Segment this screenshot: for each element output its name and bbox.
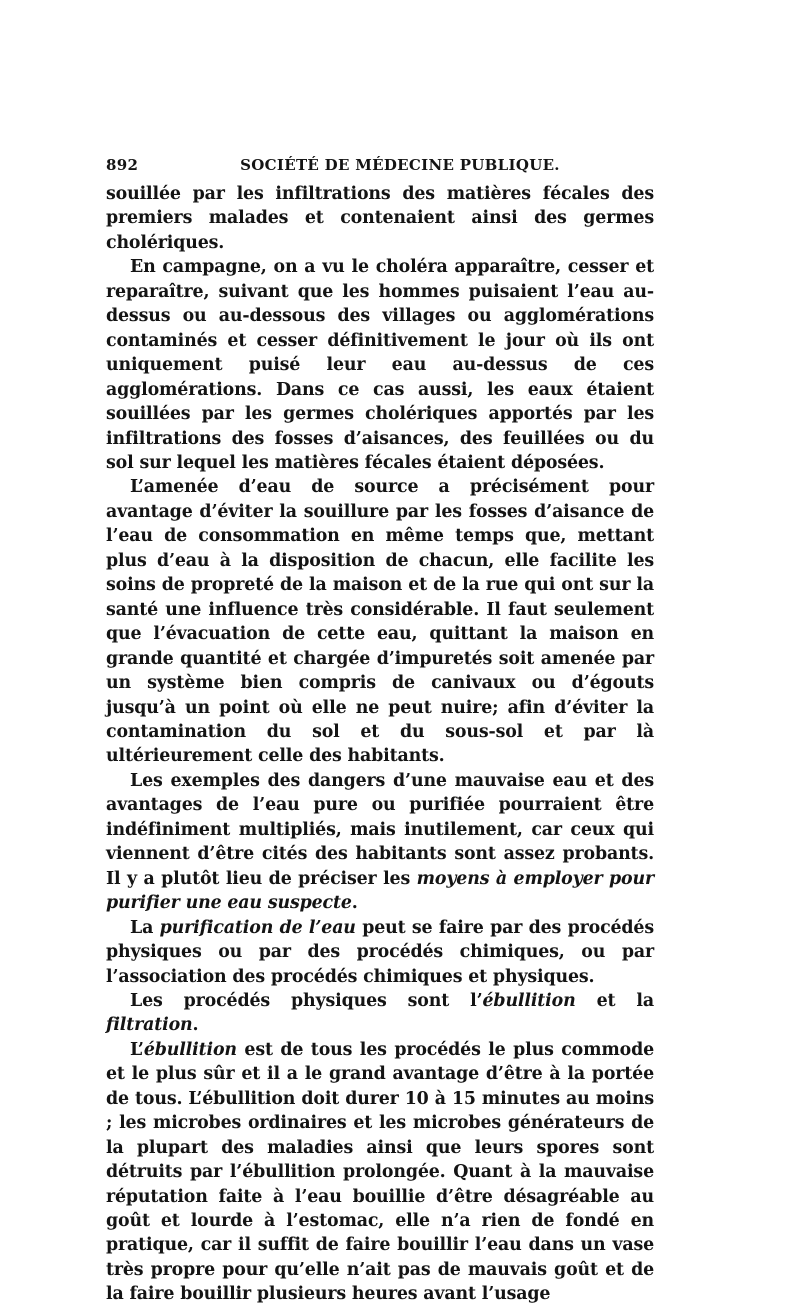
running-header	[106, 152, 654, 182]
paragraph-spring-water	[106, 475, 654, 768]
paragraph-physical-processes	[106, 989, 654, 1038]
paragraph-text: Les exemples des dangers d’une mauvaise eau et des avantages de l’eau pure ou purifiée pourraient être indéfiniment multipliés, mais inutilement, car ceux qui viennent d’être cités des habitants sont assez probants. Il y a plutôt lieu de préciser les	[106, 770, 654, 889]
paragraph-text: L’amenée d’eau de source a précisément pour avantage d’éviter la souillure par les fosses d’aisance de l’eau de consommation en même temps que, mettant plus d’eau à la disposition de chacun, elle facilite les soins de propreté de la maison et de la rue qui ont sur la santé une influence très considérable. Il faut seulement que l’évacuation de cette eau, quittant la maison en grande quantité et chargée d’impuretés soit amenée par un système bien compris de canivaux ou d’égouts jusqu’à un point où elle ne peut nuire; afin d’éviter la contamination du sol et du sous-sol et par là ultérieurement celle des habitants.	[106, 477, 654, 767]
paragraph-text: En campagne, on a vu le choléra apparaître, cesser et reparaître, suivant que les hommes puisaient l’eau au-dessus ou au-dessous des villages ou agglomérations contaminés et cesser définitivement le jour où ils ont uniquement puisé leur eau au-dessus de ces agglomérations. Dans ce cas aussi, les eaux étaient souillées par les germes cholériques apportés par les infiltrations des fosses d’aisances, des feuillées ou du sol sur lequel les matières fécales étaient déposées.	[106, 257, 654, 473]
body-text	[106, 182, 654, 1307]
paragraph-text: .	[192, 1015, 199, 1036]
paragraph-text: souillée par les infiltrations des matières fécales des premiers malades et contenaient ainsi des germes cholériques.	[106, 184, 654, 253]
paragraph-text: L’	[130, 1039, 144, 1060]
paragraph-purification	[106, 916, 654, 989]
paragraph-cholera-campaign	[106, 255, 654, 475]
emphasis-text: purification de l’eau	[159, 917, 356, 938]
emphasis-text: ébullition	[482, 990, 576, 1011]
paragraph-continuation	[106, 182, 654, 255]
emphasis-text: filtration	[106, 1015, 193, 1036]
paragraph-examples	[106, 769, 654, 916]
paragraph-text: .	[351, 893, 358, 914]
running-title: SOCIÉTÉ DE MÉDECINE PUBLIQUE.	[240, 156, 560, 174]
book-page	[106, 152, 654, 1307]
paragraph-text: est de tous les procédés le plus commode et le plus sûr et il a le grand avantage d’être à la portée de tous. L’ébullition doit durer 10 à 15 minutes au moins ; les microbes ordinaires et les microbes générateurs de la plupart des maladies ainsi que leurs spores sont détruits par l’ébullition prolongée. Quant à la mauvaise réputation faite à l’eau bouillie d’être désagréable au goût et lourde à l’estomac, elle n’a rien de fondé en pratique, car il suffit de faire bouillir l’eau dans un vase très propre pour qu’elle n’ait pas de mauvais goût et de la faire bouillir plusieurs heures avant l’usage	[106, 1039, 654, 1305]
paragraph-text: Les procédés physiques sont l’	[130, 990, 483, 1011]
paragraph-ebullition	[106, 1038, 654, 1307]
paragraph-text: peut se faire par des procédés physiques ou par des procédés chimiques, ou par l’association des procédés chimiques et physiques.	[106, 917, 654, 987]
paragraph-text: La	[130, 917, 160, 938]
page-number: 892	[106, 156, 139, 174]
emphasis-text: moyens à employer pour purifier une eau suspecte	[106, 868, 654, 914]
paragraph-text: et la	[575, 990, 654, 1011]
emphasis-text: ébullition	[143, 1039, 237, 1060]
